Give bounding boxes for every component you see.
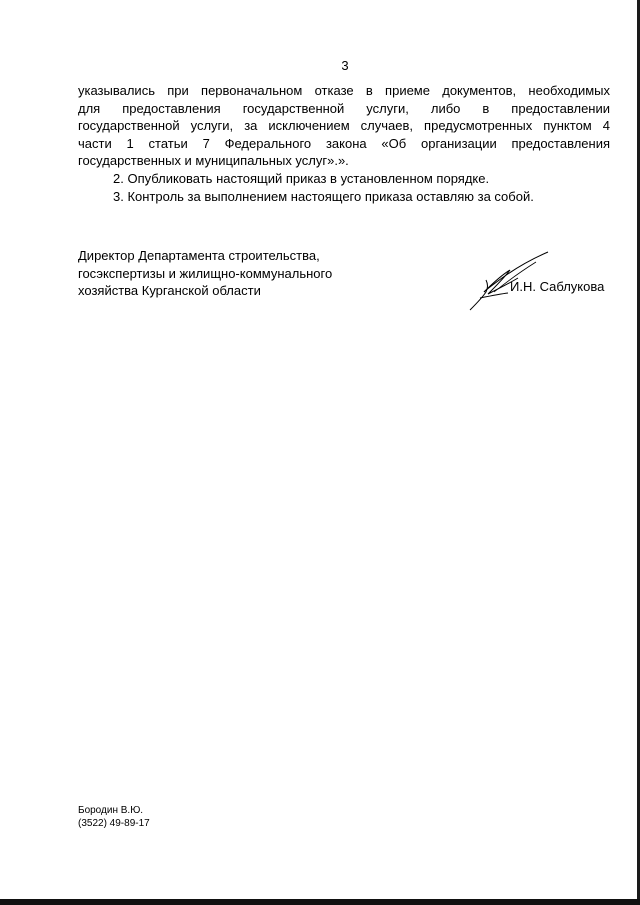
paragraph-line-5: государственных и муниципальных услуг».».: [78, 153, 349, 169]
paragraph-line-1: указывались при первоначальном отказе в приеме документов, необходимых: [78, 83, 610, 98]
scan-border-bottom: [0, 899, 640, 905]
position-line-3: хозяйства Курганской области: [78, 283, 261, 299]
position-line-1: Директор Департамента строительства,: [78, 248, 320, 263]
paragraph-line-2: для предоставления государственной услуги, либо в предоставлении: [78, 100, 610, 116]
executor-name: Бородин В.Ю.: [78, 805, 144, 816]
list-item-3: 3. Контроль за выполнением настоящего приказа оставляю за собой.: [113, 188, 534, 204]
page-number: 3: [341, 58, 349, 73]
executor-phone: (3522) 49-89-17: [78, 818, 150, 829]
body-text: [78, 82, 610, 205]
signer-name: И.Н. Саблукова: [510, 279, 605, 294]
position-line-2: госэкспертизы и жилищно-коммунального: [78, 265, 333, 281]
list-item-2: 2. Опубликовать настоящий приказ в установленном порядке.: [113, 170, 490, 186]
paragraph-line-4: части 1 статьи 7 Федерального закона «Об организации предоставления: [78, 135, 610, 151]
signatory-position: [78, 247, 332, 300]
executor-info: [78, 804, 150, 830]
paragraph-line-3: государственной услуги, за исключением случаев, предусмотренных пунктом 4: [78, 118, 610, 134]
